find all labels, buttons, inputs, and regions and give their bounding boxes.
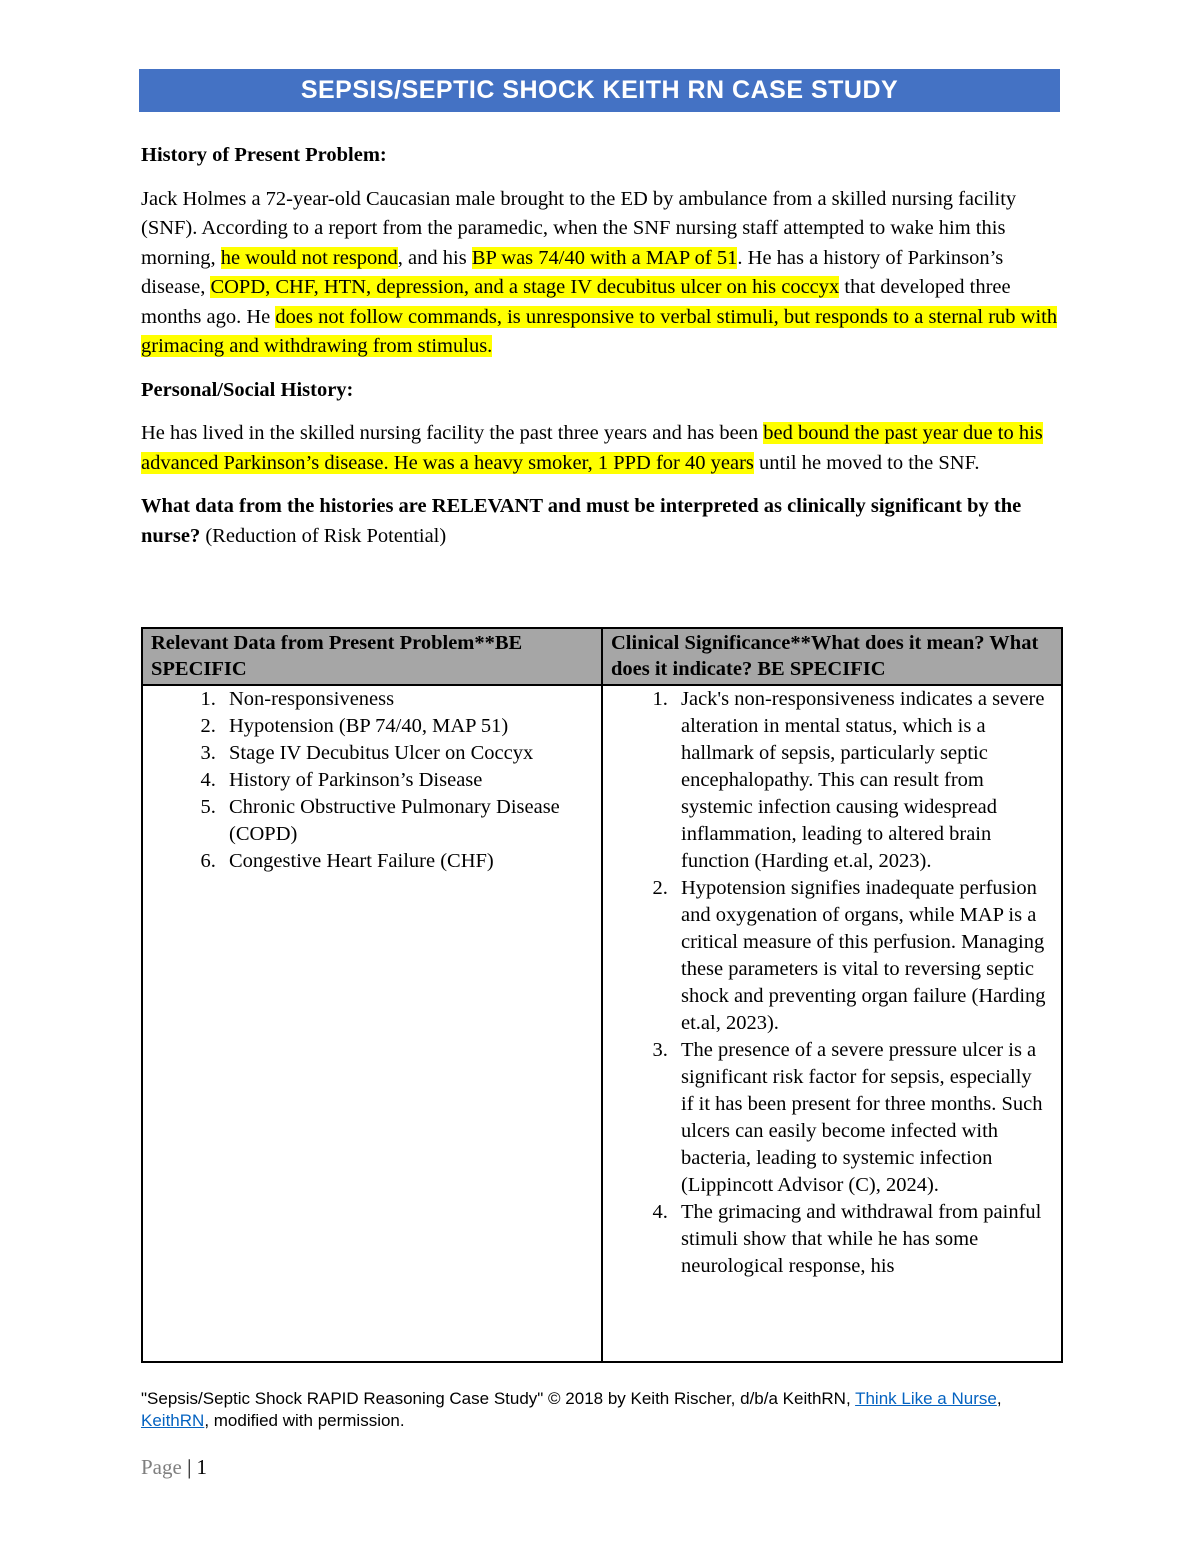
footer-text-end: , modified with permission.: [204, 1411, 405, 1430]
question-bold-text: What data from the histories are RELEVANT and must be interpreted as clinically significant by the nurse?: [141, 495, 1022, 547]
relevant-data-cell: [142, 685, 602, 1362]
question-category-text: (Reduction of Risk Potential): [200, 524, 447, 547]
page-label: Page: [141, 1455, 182, 1479]
document-title-banner: SEPSIS/SEPTIC SHOCK KEITH RN CASE STUDY: [139, 69, 1060, 112]
list-item: 4. History of Parkinson’s Disease: [221, 767, 593, 794]
list-item: 3. The presence of a severe pressure ulcer is a significant risk factor for sepsis, especially if it has been present for three months. Such ulcers can easily become infected with bacteria, leading to systemic infection (Lippincott Advisor (C), 2024).: [673, 1037, 1049, 1199]
paragraph-text: He has lived in the skilled nursing facility the past three years and has been: [141, 422, 764, 444]
list-item: 3. Stage IV Decubitus Ulcer on Coccyx: [221, 740, 593, 767]
highlighted-text: does not follow commands, is unresponsive to verbal stimuli, but responds to a sternal rub with grimacing and withdrawing from stimulus.: [141, 305, 1058, 357]
list-item: 6. Congestive Heart Failure (CHF): [221, 848, 593, 875]
keithrn-link[interactable]: KeithRN: [141, 1411, 205, 1430]
footer-text: "Sepsis/Septic Shock RAPID Reasoning Case Study" © 2018 by Keith Rischer, d/b/a KeithRN,: [141, 1389, 856, 1408]
header-relevant-data: Relevant Data from Present Problem**BE SPECIFIC: [142, 628, 602, 685]
paragraph-text: Jack Holmes a 72-year-old Caucasian male brought to the ED by ambulance from a skilled nursing facility (SNF). According to a report from the paramedic, when the SNF nursing staff attempted to wake him this morning,: [141, 187, 1017, 269]
social-history-paragraph: [141, 419, 1061, 478]
history-paragraph: [141, 185, 1061, 362]
highlighted-text: he would not respond: [220, 246, 398, 269]
page-number-value: 1: [196, 1455, 208, 1479]
relevant-data-question: [141, 492, 1061, 551]
table-header-row: [142, 628, 1062, 685]
table-row: [142, 685, 1062, 1362]
highlighted-text: BP was 74/40 with a MAP of 51: [471, 246, 738, 269]
highlighted-text: bed bound the past year due to his advanced Parkinson’s disease. He was a heavy smoker, 1 PPD for 40 years: [141, 422, 1043, 474]
relevant-data-table: [141, 627, 1063, 1363]
highlighted-text: COPD, CHF, HTN, depression, and a stage IV decubitus ulcer on his coccyx: [210, 276, 840, 298]
page-number: [141, 1455, 207, 1480]
think-like-a-nurse-link[interactable]: Think Like a Nurse: [855, 1389, 997, 1408]
list-item: 2. Hypotension signifies inadequate perfusion and oxygenation of organs, while MAP is a critical measure of this perfusion. Managing these parameters is vital to reversing septic shock and preventing organ failure (Harding et.al, 2023).: [673, 875, 1049, 1037]
clinical-significance-cell: [602, 685, 1062, 1362]
footer-separator: ,: [996, 1389, 1002, 1408]
document-body: [141, 141, 1061, 551]
list-item: 1. Jack's non-responsiveness indicates a severe alteration in mental status, which is a hallmark of sepsis, particularly septic encephalopathy. This can result from systemic infection causing widespread inflammation, leading to altered brain function (Harding et.al, 2023).: [673, 686, 1049, 875]
page-separator: |: [181, 1455, 197, 1479]
clinical-significance-list: [611, 686, 1053, 1280]
paragraph-text: . He has a history of Parkinson’s disease,: [141, 246, 1004, 298]
paragraph-text: , and his: [397, 246, 472, 269]
social-history-heading: Personal/Social History:: [141, 378, 354, 401]
copyright-footer: [141, 1388, 1061, 1432]
history-heading: History of Present Problem:: [141, 144, 387, 166]
list-item: 4. The grimacing and withdrawal from painful stimuli show that while he has some neurological response, his: [673, 1199, 1049, 1280]
paragraph-text: that developed three months ago. He: [141, 276, 1011, 328]
list-item: 5. Chronic Obstructive Pulmonary Disease (COPD): [221, 794, 593, 848]
list-item: 2. Hypotension (BP 74/40, MAP 51): [221, 713, 593, 740]
header-clinical-significance: Clinical Significance**What does it mean? What does it indicate? BE SPECIFIC: [602, 628, 1062, 685]
list-item: 1. Non-responsiveness: [221, 686, 593, 713]
paragraph-text: until he moved to the SNF.: [753, 451, 980, 474]
relevant-data-list: [151, 686, 593, 875]
